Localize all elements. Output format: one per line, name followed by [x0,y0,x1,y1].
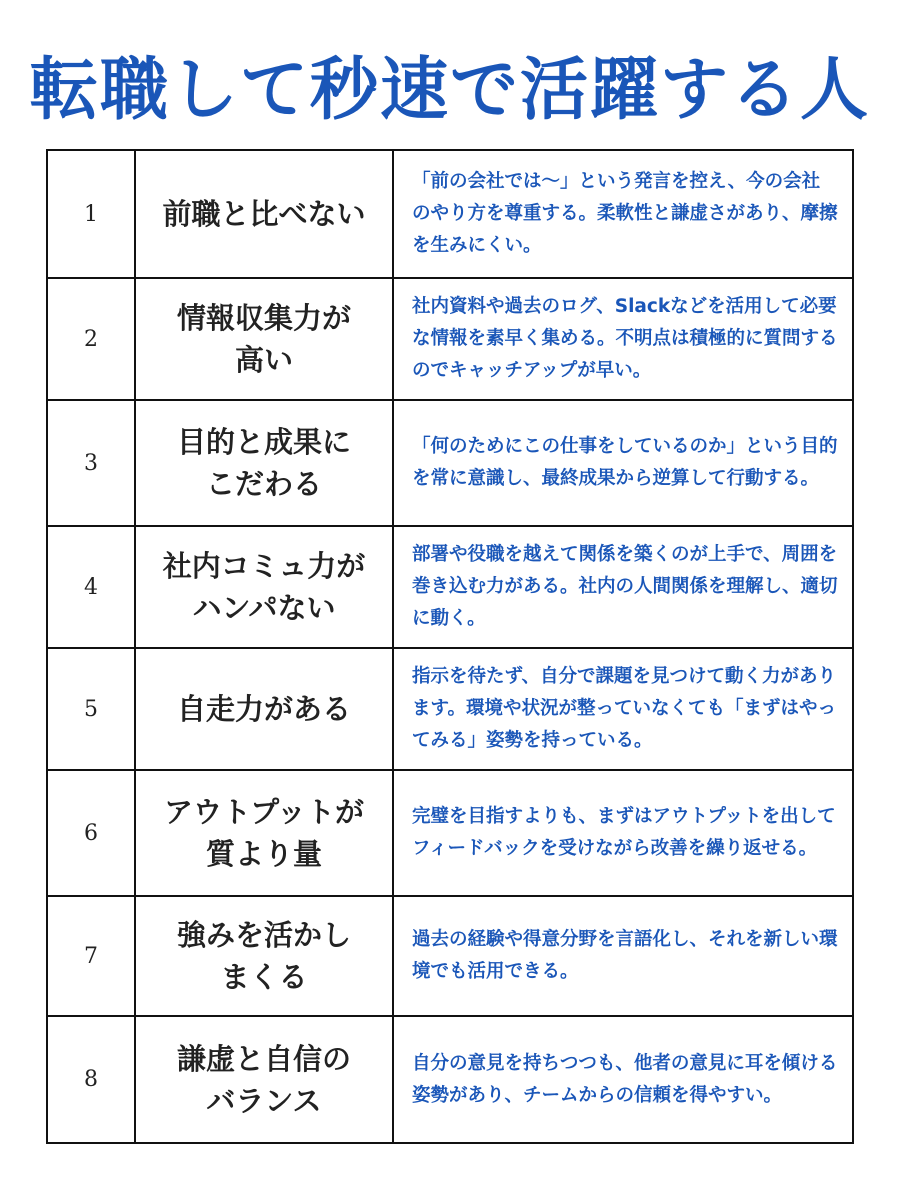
row-description: 部署や役職を越えて関係を築くのが上手で、周囲を巻き込む力がある。社内の人間関係を理解し、適切に動く。 [412,544,838,629]
row-title [136,649,394,769]
table-row [48,151,852,279]
row-description: 「前の会社では〜」という発言を控え、今の会社のやり方を尊重する。柔軟性と謙虚さがあり、摩擦を生みにくい。 [412,171,838,256]
row-description: 自分の意見を持ちつつも、他者の意見に耳を傾ける姿勢があり、チームからの信頼を得やすい。 [412,1052,838,1106]
row-number: 7 [48,897,136,1015]
row-title-text: 前職と比べない [162,197,366,231]
row-description: 過去の経験や得意分野を言語化し、それを新しい環境でも活用できる。 [412,929,838,982]
row-number: 1 [48,151,136,277]
row-description: 指示を待たず、自分で課題を見つけて動く力があります。環境や状況が整っていなくても「まずはやってみる」姿勢を持っている。 [412,666,837,751]
row-number: 8 [48,1017,136,1142]
row-description: 社内資料や過去のログ、Slackなどを活用して必要な情報を素早く集める。不明点は積極的に質問するのでキャッチアップが早い。 [412,296,838,381]
row-title-text: 強みを活かし まくる [176,918,351,994]
table-row [48,527,852,649]
row-title-text: 社内コミュ力が ハンパない [162,549,366,625]
row-title [136,279,394,399]
table-row [48,279,852,401]
row-title [136,151,394,277]
row-title-text: 自走力がある [176,692,351,726]
row-title [136,771,394,895]
row-title [136,401,394,525]
traits-table [46,149,854,1144]
table-row [48,897,852,1017]
row-description: 「何のためにこの仕事をしているのか」という目的を常に意識し、最終成果から逆算して行動する。 [412,436,838,489]
row-title-text: アウトプットが 質より量 [163,795,365,871]
row-title-text: 情報収集力が 高い [176,301,351,377]
row-description: 完璧を目指すよりも、まずはアウトプットを出してフィードバックを受けながら改善を繰り返せる。 [412,806,836,859]
table-row [48,649,852,771]
row-number: 6 [48,771,136,895]
table-row [48,401,852,527]
table-row [48,771,852,897]
row-title [136,527,394,647]
row-number: 2 [48,279,136,399]
table-row [48,1017,852,1142]
row-number: 5 [48,649,136,769]
row-title-text: 目的と成果に こだわる [176,425,351,501]
row-title [136,1017,394,1142]
row-number: 3 [48,401,136,525]
row-title [136,897,394,1015]
row-title-text: 謙虚と自信の バランス [176,1041,351,1118]
page-title: 転職して秒速で活躍する人 [29,51,870,130]
row-number: 4 [48,527,136,647]
